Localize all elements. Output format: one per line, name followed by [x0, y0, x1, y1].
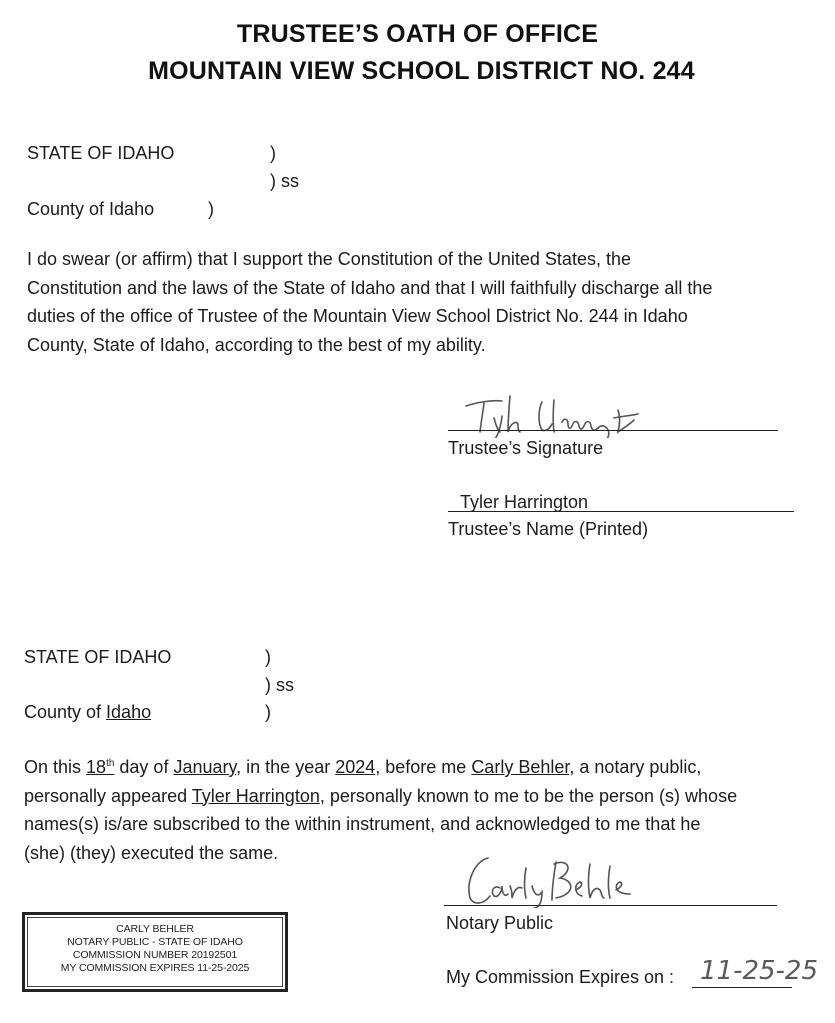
- oath-ss-label: ) ss: [270, 171, 299, 191]
- notary-signature: [460, 848, 660, 908]
- notary-county-label: [24, 702, 151, 723]
- notary-line-2: personally appeared Tyler Harrington, personally known to me to be the person (s) whose: [24, 785, 738, 806]
- notary-stamp: [22, 912, 288, 992]
- oath-paren-1: ): [270, 143, 276, 163]
- notary-month: January: [173, 757, 237, 777]
- trustee-signature-line: [448, 430, 778, 431]
- notary-public-label: Notary Public: [446, 913, 554, 933]
- notary-line-3: names(s) is/are subscribed to the within instrument, and acknowledged to me that he: [24, 814, 701, 834]
- trustee-printed-name-line: [448, 511, 794, 512]
- oath-state-label: STATE OF IDAHO: [27, 143, 175, 163]
- commission-expires-label: My Commission Expires on :: [446, 967, 675, 987]
- document-title-line2: MOUNTAIN VIEW SCHOOL DISTRICT NO. 244: [148, 57, 695, 85]
- commission-date-handwritten: 11-25-25: [700, 956, 819, 986]
- oath-paragraph: [27, 245, 712, 359]
- notary-line-4: (she) (they) executed the same.: [24, 842, 279, 863]
- oath-county-label: County of Idaho: [27, 199, 155, 219]
- oath-line: duties of the office of Trustee of the Mountain View School District No. 244 in Idaho: [27, 306, 688, 326]
- notary-day: 18th: [86, 757, 115, 777]
- notary-appeared-name: Tyler Harrington: [191, 785, 320, 806]
- trustee-printed-name-label: Trustee’s Name (Printed): [448, 519, 649, 539]
- stamp-line-3: COMMISSION NUMBER 20192501: [72, 949, 238, 961]
- notary-paren-2: ): [265, 702, 271, 722]
- oath-paren-2: ): [208, 199, 214, 219]
- notary-ss-label: ) ss: [265, 675, 294, 695]
- stamp-line-4: MY COMMISSION EXPIRES 11-25-2025: [60, 962, 250, 974]
- trustee-signature-label: Trustee’s Signature: [448, 438, 604, 458]
- commission-date-line: [692, 987, 792, 988]
- document-title-line1: TRUSTEE’S OATH OF OFFICE: [236, 20, 599, 48]
- notary-line-1: On this 18th day of January, in the year 2024, before me Carly Behler, a notary public,: [24, 757, 702, 777]
- stamp-line-1: CARLY BEHLER: [116, 923, 194, 935]
- notary-state-label: STATE OF IDAHO: [24, 647, 172, 667]
- oath-line: County, State of Idaho, according to the best of my ability.: [27, 334, 486, 355]
- notary-county-prefix: County of: [24, 702, 107, 722]
- notary-name: Carly Behler: [471, 757, 570, 777]
- trustee-printed-name: Tyler Harrington: [460, 492, 589, 512]
- notary-paren-1: ): [265, 647, 271, 667]
- notary-signature-line: [444, 905, 777, 906]
- oath-line: I do swear (or affirm) that I support the Constitution of the United States, the: [27, 249, 631, 269]
- oath-line: Constitution and the laws of the State of Idaho and that I will faithfully discharge all the: [27, 277, 713, 298]
- notary-year: 2024: [335, 757, 376, 777]
- stamp-line-2: NOTARY PUBLIC - STATE OF IDAHO: [67, 936, 243, 948]
- notary-county-name: Idaho: [106, 702, 152, 722]
